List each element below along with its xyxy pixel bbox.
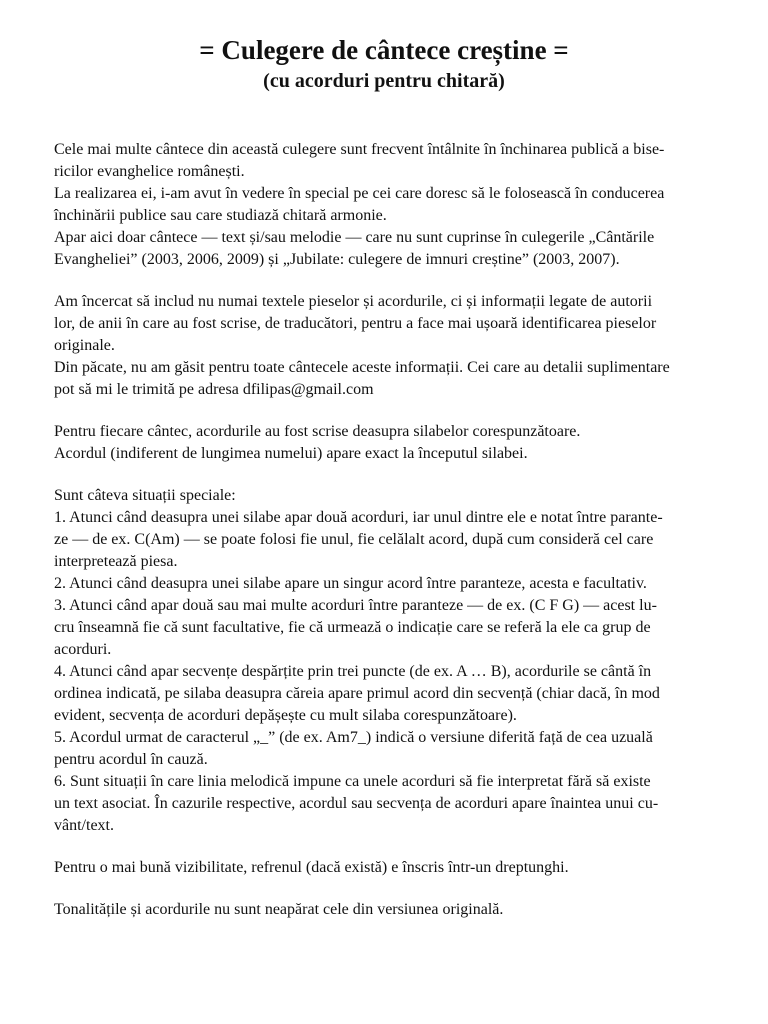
paragraph-authors-info	[54, 291, 759, 401]
text-line: închinării publice sau care studiază chitară armonie.	[54, 207, 387, 224]
text-line: evident, secvența de acorduri depășește cu mult silaba corespunzătoare).	[54, 707, 517, 724]
document-body	[54, 139, 759, 921]
text-line: Din păcate, nu am găsit pentru toate cântecele aceste informații. Cei care au detalii suplimentare	[54, 359, 670, 376]
text-line: Acordul (indiferent de lungimea numelui) apare exact la începutul silabei.	[54, 445, 528, 462]
paragraph-chord-placement	[54, 421, 759, 465]
text-line: 3. Atunci când apar două sau mai multe acorduri între paranteze — de ex. (C F G) — acest lu-	[54, 597, 657, 614]
paragraph-gap	[54, 879, 759, 899]
text-line: interpretează piesa.	[54, 553, 178, 570]
text-line: originale.	[54, 337, 115, 354]
text-line: Tonalitățile și acordurile nu sunt neapărat cele din versiunea originală.	[54, 901, 504, 918]
text-line: Pentru o mai bună vizibilitate, refrenul (dacă există) e înscris într-un dreptunghi.	[54, 859, 569, 876]
text-line: 5. Acordul urmat de caracterul „_” (de ex. Am7_) indică o versiune diferită față de cea uzuală	[54, 729, 653, 746]
paragraph-gap	[54, 465, 759, 485]
paragraph-intro	[54, 139, 759, 271]
text-line: 6. Sunt situații în care linia melodică impune ca unele acorduri să fie interpretat fără să existe	[54, 773, 651, 790]
text-line: Pentru fiecare cântec, acordurile au fost scrise deasupra silabelor corespunzătoare.	[54, 423, 581, 440]
text-line: Cele mai multe cântece din această culegere sunt frecvent întâlnite în închinarea publică a bise-	[54, 141, 665, 158]
paragraph-gap	[54, 837, 759, 857]
text-line: cru înseamnă fie că sunt facultative, fie că urmează o indicație care se referă la ele ca grup de	[54, 619, 651, 636]
text-line: 2. Atunci când deasupra unei silabe apare un singur acord între paranteze, acesta e facultativ.	[54, 575, 647, 592]
text-line: Sunt câteva situații speciale:	[54, 487, 236, 504]
text-line: pentru acordul în cauză.	[54, 751, 208, 768]
text-line: 1. Atunci când deasupra unei silabe apar două acorduri, iar unul dintre ele e notat între parante-	[54, 509, 663, 526]
text-line: Evangheliei” (2003, 2006, 2009) și „Jubilate: culegere de imnuri creștine” (2003, 2007).	[54, 251, 620, 268]
text-line: un text asociat. În cazurile respective, acordul sau secvența de acorduri apare înaintea unui cu-	[54, 795, 659, 812]
text-line: Am încercat să includ nu numai textele pieselor și acordurile, ci și informații legate de autorii	[54, 293, 653, 310]
text-line: La realizarea ei, i-am avut în vedere în special pe cei care doresc să le folosească în conducerea	[54, 185, 665, 202]
text-line: ordinea indicată, pe silaba deasupra căreia apare primul acord din secvență (chiar dacă, în mod	[54, 685, 660, 702]
document-subtitle: (cu acorduri pentru chitară)	[263, 70, 505, 92]
paragraph-tonality-note	[54, 899, 759, 921]
text-line: acorduri.	[54, 641, 112, 658]
text-line: lor, de anii în care au fost scrise, de traducători, pentru a face mai ușoară identificarea pieselor	[54, 315, 657, 332]
paragraph-special-cases	[54, 485, 759, 837]
text-line: 4. Atunci când apar secvențe despărțite prin trei puncte (de ex. A … B), acordurile se cântă în	[54, 663, 652, 680]
paragraph-gap	[54, 401, 759, 421]
text-line: ricilor evanghelice românești.	[54, 163, 245, 180]
paragraph-gap	[54, 271, 759, 291]
text-line: vânt/text.	[54, 817, 114, 834]
text-line: Apar aici doar cântece — text și/sau melodie — care nu sunt cuprinse în culegerile „Cântările	[54, 229, 655, 246]
text-line: pot să mi le trimită pe adresa dfilipas@gmail.com	[54, 381, 374, 398]
paragraph-chorus-note	[54, 857, 759, 879]
document-title: = Culegere de cântece creștine =	[199, 35, 569, 65]
text-line: ze — de ex. C(Am) — se poate folosi fie unul, fie celălalt acord, după cum consideră cel care	[54, 531, 654, 548]
